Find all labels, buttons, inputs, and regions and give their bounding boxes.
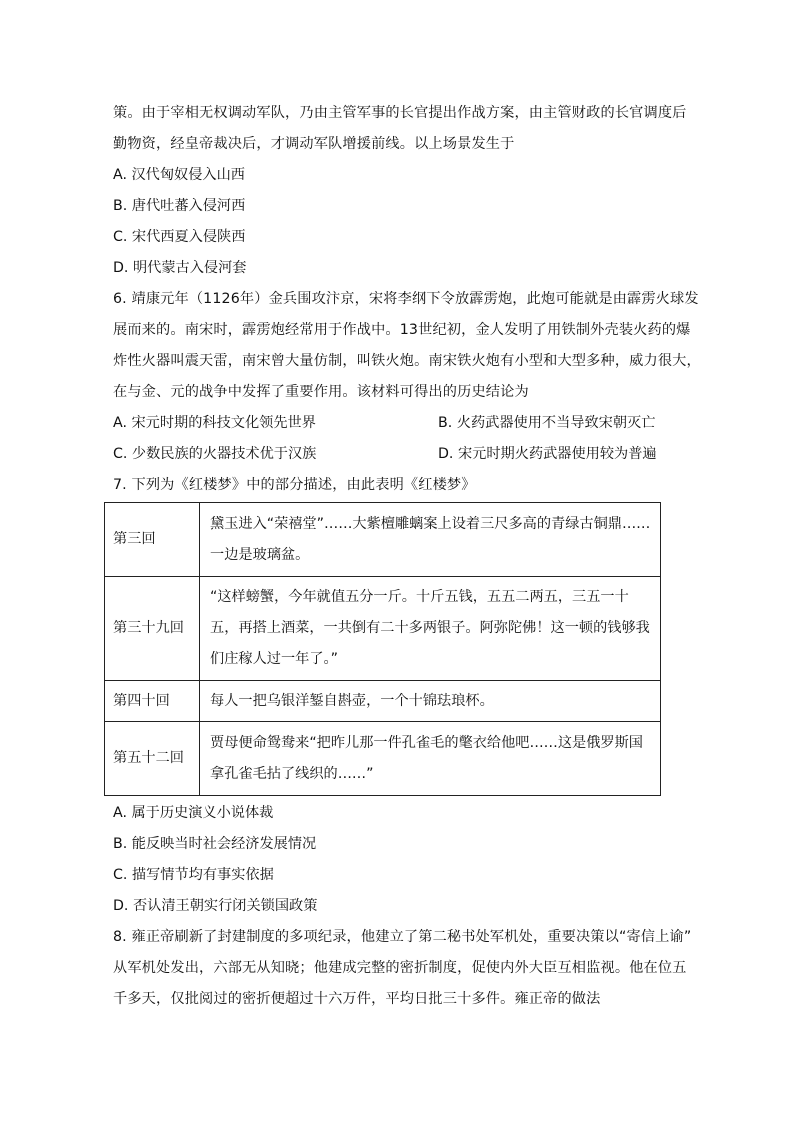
chapter-cell: 第五十二回 bbox=[105, 722, 200, 796]
q5-option-d: D. 明代蒙古入侵河套 bbox=[113, 260, 247, 276]
description-cell: 黛玉进入“荣禧堂”……大紫檀雕螭案上设着三尺多高的青绿古铜鼎……一边是玻璃盆。 bbox=[200, 503, 661, 577]
table-row bbox=[105, 577, 661, 681]
q6-option-d: D. 宋元时期火药武器使用较为普遍 bbox=[438, 446, 657, 462]
q7-option-a: A. 属于历史演义小说体裁 bbox=[113, 805, 274, 821]
hongloumeng-excerpt-table bbox=[104, 502, 661, 796]
q5-stem-line-1: 策。由于宰相无权调动军队，乃由主管军事的长官提出作战方案，由主管财政的长官调度后 bbox=[113, 105, 687, 121]
description-cell: “这样螃蟹，今年就值五分一斤。十斤五钱，五五二两五，三五一十五，再搭上酒菜，一共倒有二十多两银子。阿弥陀佛！这一顿的钱够我们庄稼人过一年了。” bbox=[200, 577, 661, 681]
chapter-cell: 第三十九回 bbox=[105, 577, 200, 681]
q5-option-c: C. 宋代西夏入侵陕西 bbox=[113, 229, 246, 245]
q6-option-b: B. 火药武器使用不当导致宋朝灭亡 bbox=[438, 415, 656, 431]
chapter-cell: 第四十回 bbox=[105, 681, 200, 722]
description-cell: 贾母便命鸳鸯来“把昨儿那一件孔雀毛的氅衣给他吧……这是俄罗斯国拿孔雀毛拈了线织的……” bbox=[200, 722, 661, 796]
table-row bbox=[105, 722, 661, 796]
q6-stem-line-2: 展而来的。南宋时，霹雳炮经常用于作战中。13世纪初，金人发明了用铁制外壳装火药的爆 bbox=[113, 322, 691, 338]
q6-option-c: C. 少数民族的火器技术优于汉族 bbox=[113, 446, 317, 462]
q8-stem-line-1: 8. 雍正帝刷新了封建制度的多项纪录，他建立了第二秘书处军机处，重要决策以“寄信上谕” bbox=[113, 929, 692, 945]
q8-stem-line-2: 从军机处发出，六部无从知晓；他建成完整的密折制度，促使内外大臣互相监视。他在位五 bbox=[113, 960, 687, 976]
q5-stem-line-2: 勤物资，经皇帝裁决后，才调动军队增援前线。以上场景发生于 bbox=[113, 136, 515, 152]
q6-option-a: A. 宋元时期的科技文化领先世界 bbox=[113, 415, 316, 431]
q6-stem-line-3: 炸性火器叫震天雷，南宋曾大量仿制，叫铁火炮。南宋铁火炮有小型和大型多种，威力很大， bbox=[113, 353, 701, 369]
table-row bbox=[105, 503, 661, 577]
description-cell: 每人一把乌银洋錾自斟壶，一个十锦珐琅杯。 bbox=[200, 681, 661, 722]
q6-stem-line-4: 在与金、元的战争中发挥了重要作用。该材料可得出的历史结论为 bbox=[113, 384, 529, 400]
chapter-cell: 第三回 bbox=[105, 503, 200, 577]
q5-option-a: A. 汉代匈奴侵入山西 bbox=[113, 167, 245, 183]
q8-stem-line-3: 千多天，仅批阅过的密折便超过十六万件，平均日批三十多件。雍正帝的做法 bbox=[113, 991, 601, 1007]
q5-option-b: B. 唐代吐蕃入侵河西 bbox=[113, 198, 246, 214]
q7-option-c: C. 描写情节均有事实依据 bbox=[113, 867, 274, 883]
q7-option-d: D. 否认清王朝实行闭关锁国政策 bbox=[113, 898, 318, 914]
q6-stem-line-1: 6. 靖康元年（1126年）金兵围攻汴京，宋将李纲下令放霹雳炮，此炮可能就是由霹雳火球发 bbox=[113, 291, 699, 307]
table-row bbox=[105, 681, 661, 722]
q7-option-b: B. 能反映当时社会经济发展情况 bbox=[113, 836, 317, 852]
q7-stem: 7. 下列为《红楼梦》中的部分描述，由此表明《红楼梦》 bbox=[113, 477, 476, 493]
